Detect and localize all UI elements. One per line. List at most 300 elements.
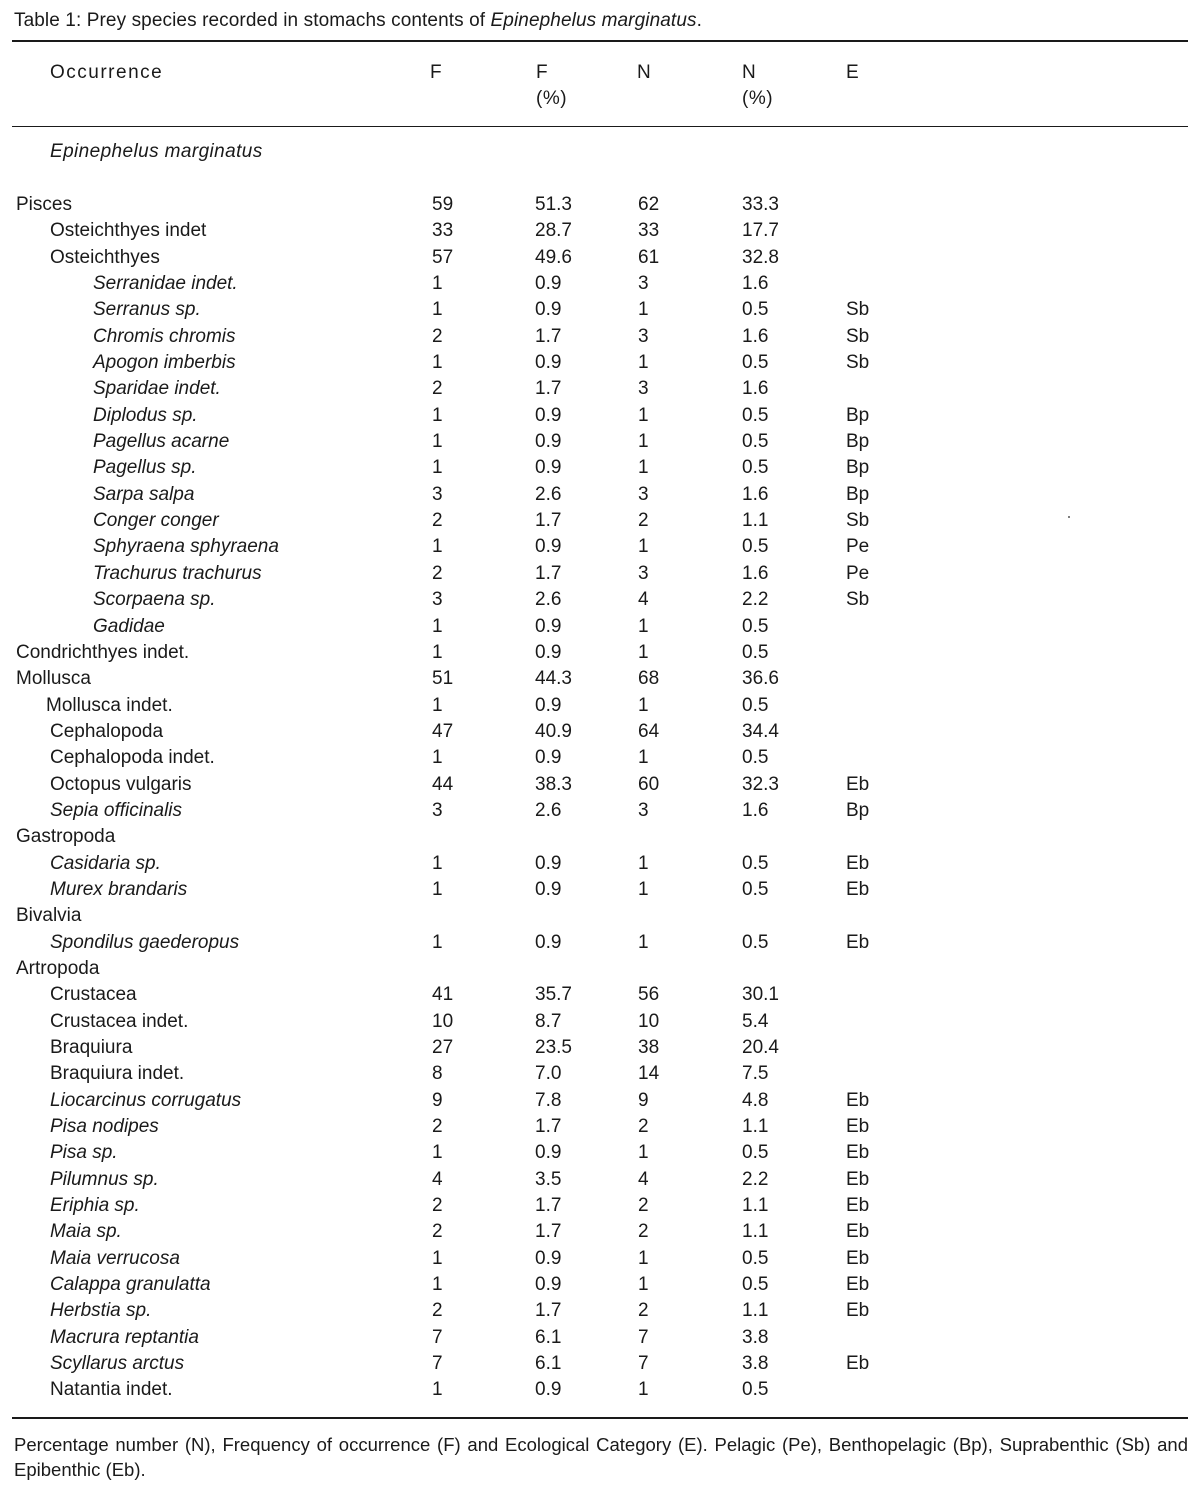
header-f-percent — [536, 60, 567, 112]
table-row — [0, 218, 1200, 244]
row-number-percent: 36.6 — [742, 668, 779, 690]
row-frequency-percent: 0.9 — [535, 1274, 562, 1296]
row-ecological-category: Eb — [846, 931, 870, 953]
row-frequency: 1 — [432, 1247, 443, 1269]
row-name: Sparidae indet. — [93, 378, 221, 400]
row-frequency: 2 — [432, 1300, 443, 1322]
table-row — [0, 851, 1200, 877]
row-frequency-percent: 3.5 — [535, 1168, 562, 1190]
table-row — [0, 1298, 1200, 1324]
table-row — [0, 1219, 1200, 1245]
row-ecological-category: Eb — [846, 852, 870, 874]
row-frequency-percent: 0.9 — [535, 536, 562, 558]
row-number-percent: 0.5 — [742, 1247, 769, 1269]
row-frequency-percent: 0.9 — [535, 852, 562, 874]
row-name: Diplodus sp. — [93, 404, 198, 426]
row-number: 1 — [638, 457, 649, 479]
row-ecological-category: Eb — [846, 1089, 870, 1111]
row-number: 4 — [638, 1168, 649, 1190]
table-row — [0, 508, 1200, 534]
row-number-percent: 2.2 — [742, 589, 769, 611]
table-row — [0, 903, 1200, 929]
row-number: 1 — [638, 352, 649, 374]
row-name: Serranus sp. — [93, 299, 201, 321]
row-frequency: 7 — [432, 1353, 443, 1375]
row-number-percent: 0.5 — [742, 615, 769, 637]
row-ecological-category: Pe — [846, 562, 870, 584]
row-number-percent: 1.6 — [742, 799, 769, 821]
row-number: 1 — [638, 641, 649, 663]
row-number-percent: 3.8 — [742, 1353, 769, 1375]
row-frequency: 2 — [432, 378, 443, 400]
row-frequency: 59 — [432, 194, 454, 215]
table-row — [0, 271, 1200, 297]
row-frequency-percent: 23.5 — [535, 1037, 572, 1058]
row-frequency: 2 — [432, 325, 443, 347]
row-frequency-percent: 40.9 — [535, 720, 572, 742]
row-number: 1 — [638, 536, 649, 558]
row-name: Eriphia sp. — [50, 1195, 140, 1217]
caption-species: Epinephelus marginatus — [490, 10, 697, 31]
row-name: Conger conger — [93, 510, 219, 532]
row-number-percent: 1.6 — [742, 562, 769, 584]
row-name: Sphyraena sphyraena — [93, 536, 279, 558]
table-row — [0, 1009, 1200, 1035]
table-row — [0, 1035, 1200, 1061]
row-number-percent: 32.8 — [742, 246, 779, 268]
row-frequency-percent: 7.8 — [535, 1089, 562, 1111]
row-frequency-percent: 2.6 — [535, 799, 562, 821]
header-n-percent-bottom: (%) — [742, 88, 774, 109]
row-number-percent: 5.4 — [742, 1010, 769, 1032]
row-frequency-percent: 0.9 — [535, 431, 562, 453]
row-ecological-category: Eb — [846, 878, 870, 900]
row-frequency: 33 — [432, 220, 454, 242]
table-row — [0, 403, 1200, 429]
row-number: 14 — [638, 1063, 660, 1085]
row-name: Gadidae — [93, 615, 165, 637]
row-number-percent: 0.5 — [742, 457, 769, 479]
row-ecological-category: Bp — [846, 431, 870, 453]
row-number-percent: 2.2 — [742, 1168, 769, 1190]
row-frequency-percent: 7.0 — [535, 1063, 562, 1085]
row-frequency-percent: 6.1 — [535, 1326, 562, 1348]
row-frequency: 9 — [432, 1089, 443, 1111]
row-number: 1 — [638, 852, 649, 874]
row-frequency: 1 — [432, 431, 443, 453]
row-frequency: 1 — [432, 352, 443, 374]
row-frequency: 27 — [432, 1037, 454, 1058]
row-frequency: 1 — [432, 747, 443, 769]
row-number: 1 — [638, 931, 649, 953]
row-frequency-percent: 49.6 — [535, 246, 572, 268]
row-frequency: 1 — [432, 1274, 443, 1296]
table-row — [0, 1272, 1200, 1298]
header-n-percent — [742, 60, 773, 112]
row-frequency: 3 — [432, 483, 443, 505]
table-row — [0, 693, 1200, 719]
row-number-percent: 1.6 — [742, 378, 769, 400]
bottom-rule — [12, 1417, 1188, 1419]
row-frequency: 1 — [432, 641, 443, 663]
table-row — [0, 350, 1200, 376]
row-frequency: 10 — [432, 1010, 454, 1032]
table-row — [0, 614, 1200, 640]
row-frequency-percent: 0.9 — [535, 1142, 562, 1164]
row-frequency: 1 — [432, 931, 443, 953]
row-frequency-percent: 0.9 — [535, 404, 562, 426]
row-number: 1 — [638, 878, 649, 900]
row-frequency: 2 — [432, 1195, 443, 1217]
table-row — [0, 772, 1200, 798]
row-ecological-category: Sb — [846, 589, 870, 611]
row-name: Crustacea indet. — [50, 1010, 189, 1032]
row-frequency-percent: 0.9 — [535, 878, 562, 900]
row-number-percent: 32.3 — [742, 773, 779, 795]
row-frequency: 1 — [432, 694, 443, 716]
row-name: Crustacea — [50, 984, 137, 1006]
row-ecological-category: Sb — [846, 352, 870, 374]
table-row — [0, 534, 1200, 560]
row-number: 3 — [638, 562, 649, 584]
row-number: 1 — [638, 747, 649, 769]
row-number-percent: 30.1 — [742, 984, 779, 1006]
row-ecological-category: Eb — [846, 773, 870, 795]
row-number-percent: 1.6 — [742, 483, 769, 505]
row-frequency-percent: 1.7 — [535, 562, 562, 584]
row-frequency: 57 — [432, 246, 454, 268]
row-frequency: 2 — [432, 1116, 443, 1138]
table-row — [0, 561, 1200, 587]
row-number-percent: 17.7 — [742, 220, 779, 242]
row-number-percent: 0.5 — [742, 536, 769, 558]
row-name: Pagellus acarne — [93, 431, 230, 453]
row-number: 3 — [638, 799, 649, 821]
row-frequency: 3 — [432, 799, 443, 821]
row-number-percent: 4.8 — [742, 1089, 769, 1111]
row-name: Mollusca — [16, 668, 91, 690]
row-frequency-percent: 0.9 — [535, 747, 562, 769]
caption-prefix: Table 1: Prey species recorded in stomachs contents of — [14, 10, 491, 31]
row-frequency-percent: 1.7 — [535, 1300, 562, 1322]
table-row — [0, 930, 1200, 956]
row-number-percent: 1.1 — [742, 1300, 769, 1322]
row-number: 60 — [638, 773, 660, 795]
row-name: Osteichthyes — [50, 246, 160, 268]
row-number: 68 — [638, 668, 660, 690]
row-name: Pilumnus sp. — [50, 1168, 159, 1190]
row-frequency: 1 — [432, 457, 443, 479]
row-frequency-percent: 35.7 — [535, 984, 572, 1006]
row-ecological-category: Eb — [846, 1353, 870, 1375]
row-frequency: 4 — [432, 1168, 443, 1190]
row-name: Sarpa salpa — [93, 483, 195, 505]
row-number-percent: 0.5 — [742, 431, 769, 453]
top-rule — [12, 40, 1188, 42]
table-row — [0, 1193, 1200, 1219]
row-name: Liocarcinus corrugatus — [50, 1089, 242, 1111]
row-ecological-category: Eb — [846, 1247, 870, 1269]
row-name: Trachurus trachurus — [93, 562, 262, 584]
row-name: Mollusca indet. — [46, 694, 173, 716]
row-number: 9 — [638, 1089, 649, 1111]
row-number: 61 — [638, 246, 660, 268]
table-row — [0, 587, 1200, 613]
row-ecological-category: Pe — [846, 536, 870, 558]
row-number: 1 — [638, 694, 649, 716]
row-number: 62 — [638, 194, 660, 215]
row-name: Casidaria sp. — [50, 852, 161, 874]
row-number-percent: 1.6 — [742, 273, 769, 295]
row-number-percent: 0.5 — [742, 852, 769, 874]
header-rule — [12, 126, 1188, 127]
row-frequency: 1 — [432, 852, 443, 874]
row-number: 3 — [638, 273, 649, 295]
row-ecological-category: Sb — [846, 325, 870, 347]
row-frequency-percent: 6.1 — [535, 1353, 562, 1375]
row-ecological-category: Eb — [846, 1168, 870, 1190]
table-row — [0, 1246, 1200, 1272]
row-frequency-percent: 0.9 — [535, 299, 562, 321]
row-name: Spondilus gaederopus — [50, 931, 240, 953]
row-frequency: 1 — [432, 536, 443, 558]
row-number: 2 — [638, 1116, 649, 1138]
row-frequency-percent: 1.7 — [535, 510, 562, 532]
row-number: 2 — [638, 1195, 649, 1217]
row-frequency: 3 — [432, 589, 443, 611]
row-number-percent: 0.5 — [742, 931, 769, 953]
header-n-percent-top: N — [742, 62, 758, 83]
table-body — [0, 192, 1200, 1404]
table-row — [0, 956, 1200, 982]
table-row — [0, 798, 1200, 824]
row-number: 3 — [638, 378, 649, 400]
row-number: 4 — [638, 589, 649, 611]
row-name: Pisa nodipes — [50, 1116, 159, 1138]
table-row — [0, 745, 1200, 771]
row-number: 1 — [638, 615, 649, 637]
header-occurrence: Occurrence — [50, 62, 164, 83]
row-name: Maia sp. — [50, 1221, 122, 1243]
row-frequency: 7 — [432, 1326, 443, 1348]
row-frequency: 1 — [432, 878, 443, 900]
table-subtitle: Epinephelus marginatus — [50, 141, 263, 162]
header-f: F — [430, 62, 444, 83]
table-row — [0, 1061, 1200, 1087]
row-frequency-percent: 2.6 — [535, 589, 562, 611]
table-row — [0, 1140, 1200, 1166]
row-frequency-percent: 2.6 — [535, 483, 562, 505]
row-frequency-percent: 0.9 — [535, 1379, 562, 1401]
row-ecological-category: Eb — [846, 1142, 870, 1164]
table-row — [0, 1351, 1200, 1377]
row-frequency-percent: 0.9 — [535, 352, 562, 374]
row-number: 33 — [638, 220, 660, 242]
row-name: Scyllarus arctus — [50, 1353, 185, 1375]
row-number: 56 — [638, 984, 660, 1006]
row-name: Herbstia sp. — [50, 1300, 152, 1322]
table-caption — [14, 10, 702, 32]
row-frequency: 8 — [432, 1063, 443, 1085]
row-number: 3 — [638, 483, 649, 505]
row-frequency: 1 — [432, 404, 443, 426]
table-row — [0, 666, 1200, 692]
row-ecological-category: Eb — [846, 1300, 870, 1322]
row-name: Macrura reptantia — [50, 1326, 199, 1348]
row-number: 1 — [638, 404, 649, 426]
row-frequency-percent: 1.7 — [535, 378, 562, 400]
row-frequency-percent: 0.9 — [535, 694, 562, 716]
row-number-percent: 0.5 — [742, 747, 769, 769]
header-n: N — [637, 62, 653, 83]
row-ecological-category: Bp — [846, 457, 870, 479]
row-number: 1 — [638, 1379, 649, 1401]
row-name: Bivalvia — [16, 905, 82, 927]
row-name: Sepia officinalis — [50, 799, 183, 821]
row-frequency: 51 — [432, 668, 454, 690]
table-row — [0, 455, 1200, 481]
row-ecological-category: Eb — [846, 1221, 870, 1243]
table-row — [0, 1325, 1200, 1351]
row-number-percent: 0.5 — [742, 404, 769, 426]
table-row — [0, 245, 1200, 271]
row-number-percent: 1.1 — [742, 1195, 769, 1217]
row-name: Pagellus sp. — [93, 457, 197, 479]
row-frequency: 47 — [432, 720, 454, 742]
row-number: 3 — [638, 325, 649, 347]
table-row — [0, 324, 1200, 350]
row-name: Cephalopoda indet. — [50, 747, 215, 769]
row-number-percent: 1.1 — [742, 1221, 769, 1243]
row-name: Apogon imberbis — [93, 352, 236, 374]
row-number-percent: 0.5 — [742, 1379, 769, 1401]
table-row — [0, 376, 1200, 402]
row-frequency-percent: 0.9 — [535, 931, 562, 953]
row-number: 7 — [638, 1353, 649, 1375]
row-ecological-category: Bp — [846, 799, 870, 821]
row-name: Artropoda — [16, 957, 100, 979]
row-frequency-percent: 0.9 — [535, 615, 562, 637]
row-ecological-category: Bp — [846, 483, 870, 505]
row-frequency-percent: 0.9 — [535, 273, 562, 295]
row-number: 1 — [638, 1247, 649, 1269]
row-name: Chromis chromis — [93, 325, 236, 347]
row-number-percent: 0.5 — [742, 641, 769, 663]
row-number-percent: 33.3 — [742, 194, 779, 215]
table-row — [0, 297, 1200, 323]
row-name: Condrichthyes indet. — [16, 641, 190, 663]
row-number-percent: 7.5 — [742, 1063, 769, 1085]
table-row — [0, 640, 1200, 666]
row-frequency-percent: 1.7 — [535, 1195, 562, 1217]
row-frequency: 1 — [432, 1379, 443, 1401]
row-ecological-category: Sb — [846, 299, 870, 321]
table-footnote: Percentage number (N), Frequency of occurrence (F) and Ecological Category (E). Pelagic (Pe), Benthopelagic (Bp), Suprabenthic (Sb) and Epibenthic (Eb). — [14, 1434, 1188, 1480]
row-number: 2 — [638, 510, 649, 532]
row-frequency: 2 — [432, 562, 443, 584]
row-frequency: 41 — [432, 984, 454, 1006]
row-number-percent: 0.5 — [742, 299, 769, 321]
row-number-percent: 0.5 — [742, 352, 769, 374]
row-frequency-percent: 38.3 — [535, 773, 572, 795]
row-number-percent: 1.1 — [742, 1116, 769, 1138]
table-row — [0, 1088, 1200, 1114]
row-number: 10 — [638, 1010, 660, 1032]
row-frequency: 2 — [432, 1221, 443, 1243]
row-frequency-percent: 0.9 — [535, 457, 562, 479]
row-ecological-category: Sb — [846, 510, 870, 532]
table-row — [0, 482, 1200, 508]
row-ecological-category: Bp — [846, 404, 870, 426]
row-frequency: 2 — [432, 510, 443, 532]
row-frequency: 1 — [432, 299, 443, 321]
row-number: 2 — [638, 1221, 649, 1243]
row-number: 7 — [638, 1326, 649, 1348]
row-frequency-percent: 0.9 — [535, 641, 562, 663]
table-row — [0, 192, 1200, 218]
row-ecological-category: Eb — [846, 1116, 870, 1138]
row-name: Braquiura — [50, 1037, 133, 1058]
header-e: E — [846, 62, 861, 83]
header-f-percent-bottom: (%) — [536, 88, 568, 109]
row-name: Gastropoda — [16, 826, 116, 848]
row-name: Scorpaena sp. — [93, 589, 216, 611]
row-name: Octopus vulgaris — [50, 773, 192, 795]
table-row — [0, 429, 1200, 455]
row-number-percent: 0.5 — [742, 694, 769, 716]
row-number: 64 — [638, 720, 660, 742]
row-frequency-percent: 51.3 — [535, 194, 572, 215]
row-number-percent: 0.5 — [742, 1274, 769, 1296]
table-row — [0, 877, 1200, 903]
row-number-percent: 1.6 — [742, 325, 769, 347]
row-frequency: 1 — [432, 273, 443, 295]
stray-dot — [1068, 516, 1070, 518]
row-name: Pisa sp. — [50, 1142, 118, 1164]
row-number: 1 — [638, 1274, 649, 1296]
row-name: Murex brandaris — [50, 878, 188, 900]
row-name: Calappa granulatta — [50, 1274, 211, 1296]
row-number-percent: 0.5 — [742, 1142, 769, 1164]
row-name: Cephalopoda — [50, 720, 164, 742]
row-frequency-percent: 8.7 — [535, 1010, 562, 1032]
row-frequency-percent: 44.3 — [535, 668, 572, 690]
table-row — [0, 824, 1200, 850]
row-ecological-category: Eb — [846, 1195, 870, 1217]
row-name: Serranidae indet. — [93, 273, 238, 295]
table-row — [0, 719, 1200, 745]
caption-suffix: . — [696, 10, 702, 31]
row-frequency: 1 — [432, 1142, 443, 1164]
row-name: Osteichthyes indet — [50, 220, 207, 242]
row-frequency: 44 — [432, 773, 454, 795]
row-number: 38 — [638, 1037, 660, 1058]
row-frequency-percent: 28.7 — [535, 220, 572, 242]
table-row — [0, 1167, 1200, 1193]
row-number-percent: 1.1 — [742, 510, 769, 532]
table-row — [0, 982, 1200, 1008]
row-number-percent: 0.5 — [742, 878, 769, 900]
row-number-percent: 20.4 — [742, 1037, 779, 1058]
row-number-percent: 34.4 — [742, 720, 779, 742]
row-name: Braquiura indet. — [50, 1063, 185, 1085]
row-name: Maia verrucosa — [50, 1247, 180, 1269]
row-frequency-percent: 1.7 — [535, 325, 562, 347]
row-frequency-percent: 0.9 — [535, 1247, 562, 1269]
row-frequency: 1 — [432, 615, 443, 637]
row-number-percent: 3.8 — [742, 1326, 769, 1348]
table-row — [0, 1377, 1200, 1403]
